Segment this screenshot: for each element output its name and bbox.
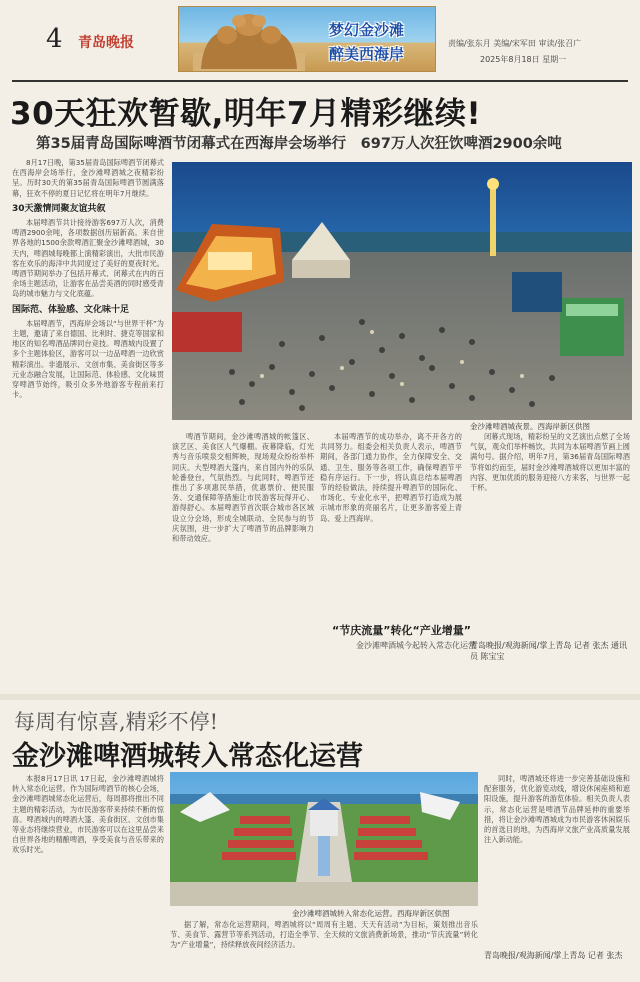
article1-column-4 [470,432,630,632]
article2-mid-body: 据了解，常态化运营期间，啤酒城将以“周周有主题、天天有活动”为目标，策划推出音乐节、美食节、露营节等系列活动，打造全季节、全天候的文旅消费新场景，推动“节庆流量”转化为“产业增量”，持续释放夜间经济活力。 [170,920,478,950]
article2-left-column [12,774,164,980]
article1-section2-title: 国际范、体验感、文化味十足 [12,304,130,315]
banner-line-1: 梦幻金沙滩 [329,21,405,39]
beer-city-night-image [172,162,632,420]
article2-kicker: 每周有惊喜,精彩不停! [14,710,219,734]
editors-credit: 责编/张东月 美编/宋军田 审读/张召广 [448,39,582,48]
article2-photo-caption: 金沙滩啤酒城转入常态化运营。西海岸新区供图 [292,909,450,918]
main-headline: 30天狂欢暂歇,明年7月精彩继续! [10,96,482,132]
page-number: 4 [46,24,63,54]
toasting-hands-icon [193,9,305,71]
article1-col2-body: 啤酒节期间，金沙滩啤酒城的帐篷区、演艺区、美食区人气爆棚。夜幕降临，灯光秀与音乐喷泉交相辉映，现场观众纷纷举杯同庆。大型啤酒大篷内，来自国内外的乐队轮番登台，气氛热烈。与此同时，啤酒节还推出了多项惠民举措，优惠票价、便民服务、交通保障等措施让市民游客玩得开心、游得舒心。本届啤酒节首次联合城市各区域设立分会场，形成全城联动、全民参与的节庆氛围，进一步扩大了啤酒节的品牌影响力和带动效应。 [172,432,314,544]
beer-city-night-photo [172,162,632,420]
section-banner [178,6,436,72]
article1-left-column [12,158,164,692]
article1-section1-body: 本届啤酒节共计接待游客697万人次，消费啤酒2900余吨，各项数据创历届新高。来自世界各地的1500余款啤酒汇聚金沙滩啤酒城，30天内，啤酒城每晚都上演精彩演出，大批市民游客在欢乐的海洋中共同度过了美好的夏夜时光。啤酒节期间举办了包括开幕式、闭幕式在内的百余场主题活动，让游客在品尝美酒的同时感受青岛的城市魅力与文化底蕴。 [12,218,164,299]
section-divider [0,694,640,700]
article2-byline: 青岛晚报/观海新闻/掌上青岛 记者 张杰 [484,951,623,960]
masthead [0,0,640,82]
banner-line-2: 醉美西海岸 [329,45,405,63]
article2-mid-column [170,920,478,980]
article1-column-2 [172,432,314,690]
paper-name-logo: 青岛晚报 [78,35,134,51]
beer-city-aerial-photo [170,772,478,906]
pull-quote: “节庆流量”转化“产业增量” [332,624,471,637]
article1-photo-caption: 金沙滩啤酒城夜景。西海岸新区供图 [470,422,590,431]
article1-section2-body: 本届啤酒节，西海岸会场以“与世界干杯”为主题，邀请了来自德国、比利时、捷克等国家和地区的知名啤酒品牌同台竞技。啤酒城内设置了多个主题体验区，游客可以一边品啤酒一边欣赏精彩演出。非遗展示、文创市集、美食街区等多元业态融合发展，让国际范、体验感、文化味贯穿啤酒节始终，吸引众多外地游客专程前来打卡。 [12,318,164,400]
main-subhead: 第35届青岛国际啤酒节闭幕式在西海岸会场举行 697万人次狂饮啤酒2900余吨 [36,136,562,152]
article2-lead-body: 本报8月17日讯 17日起，金沙滩啤酒城将转入常态化运营。作为国际啤酒节的核心会场，金沙滩啤酒城常态化运营后，每周都将推出不同主题的精彩活动，为市民游客带来持续不断的惊喜。啤酒城内的啤酒大篷、美食街区、文创市集等业态将继续营业，市民游客可以在这里品尝来自世界各地的精酿啤酒，享受美食与音乐带来的欢乐时光。 [12,774,164,855]
article2-right-body: 同时，啤酒城还将进一步完善基础设施和配套服务，优化游览动线，增设休闲座椅和遮阳设施，提升游客的游览体验。相关负责人表示，常态化运营是啤酒节品牌延伸的重要举措，将让金沙滩啤酒城成为市民游客休闲娱乐的首选目的地，为西海岸文旅产业高质量发展注入新动能。 [484,774,630,845]
article1-col3-body: 本届啤酒节的成功举办，离不开各方的共同努力。组委会相关负责人表示，啤酒节期间，各部门通力协作，全力保障安全、交通、卫生、服务等各项工作，确保啤酒节平稳有序运行。下一步，将认真总结本届啤酒节的经验做法，持续提升啤酒节的国际化、市场化、专业化水平，把啤酒节打造成为展示城市形象的亮丽名片，让更多游客爱上青岛、爱上西海岸。 [320,432,462,523]
dateline: 2025年8月18日 星期一 [480,55,567,64]
article1-section1-title: 30天激情同聚友谊共叙 [12,203,106,214]
article1-column-3 [320,432,462,618]
article1-lead: 8月17日晚，第35届青岛国际啤酒节闭幕式在西海岸会场举行，金沙滩啤酒城之夜精彩纷呈。历时30天的第35届青岛国际啤酒节圆满落幕，狂欢不停的夏日记忆将在明年7月继续。 [12,158,164,198]
article1-col4-body: 闭幕式现场，精彩纷呈的文艺演出点燃了全场气氛，观众们举杯畅饮，共同为本届啤酒节画上圆满句号。据介绍，明年7月，第36届青岛国际啤酒节将如约而至，届时金沙滩啤酒城将以更加丰富的内容、更加优质的服务迎接八方来客，与世界一起干杯。 [470,432,630,493]
pull-quote-sub: 金沙滩啤酒城今起转入常态化运营 [356,641,476,650]
article2-right-column [484,774,630,946]
beer-city-aerial-image [170,772,478,906]
masthead-rule [12,80,628,82]
article1-byline: 青岛晚报/观海新闻/掌上青岛 记者 张杰 通讯员 陈宝宝 [470,641,628,661]
article2-headline: 金沙滩啤酒城转入常态化运营 [12,741,363,772]
